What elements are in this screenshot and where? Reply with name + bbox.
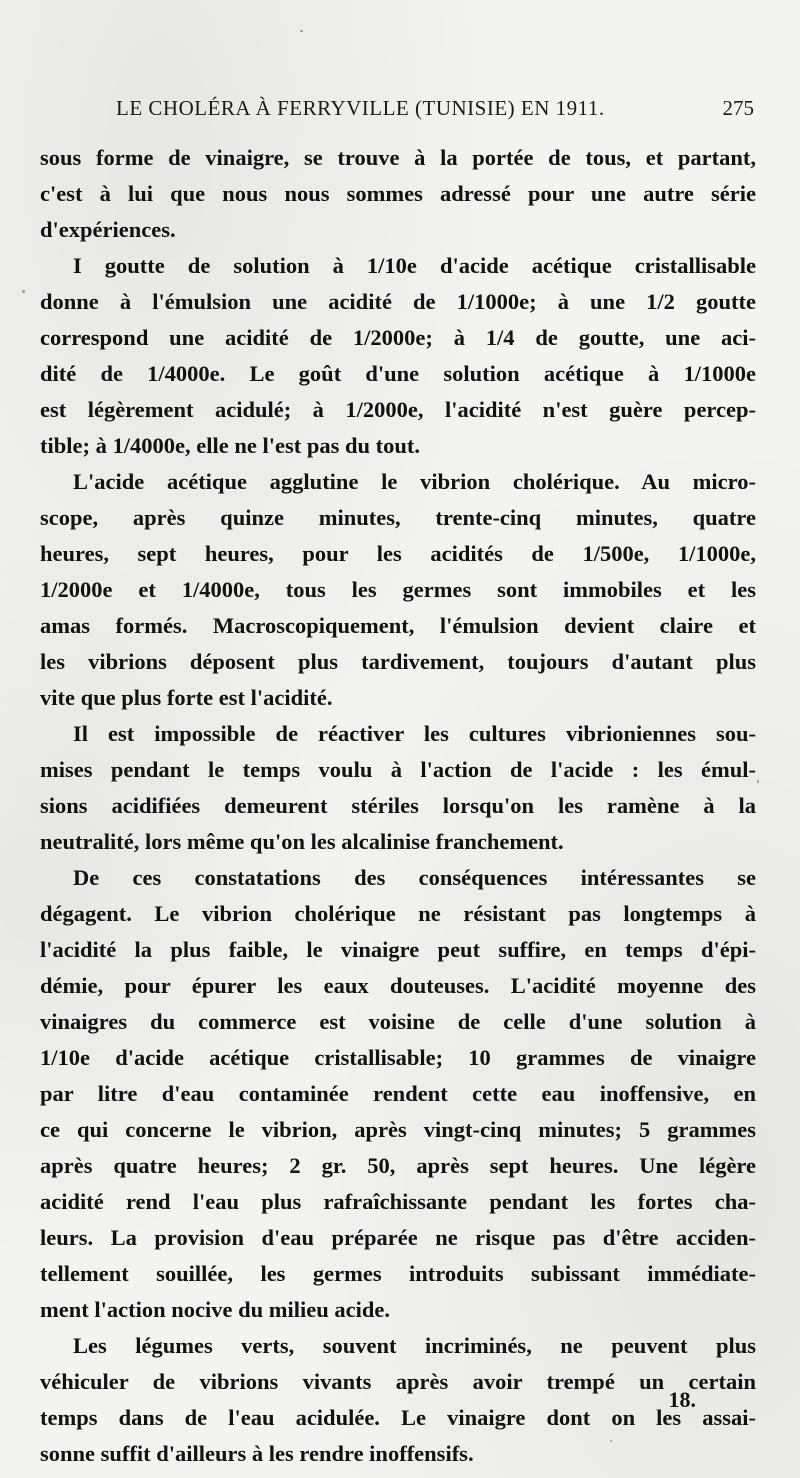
text-line: I goutte de solution à 1/10e d'acide acétique cristallisable <box>73 253 756 278</box>
text-line: vite que plus forte est l'acidité. <box>40 685 333 710</box>
text-line: ment l'action nocive du milieu acide. <box>40 1297 390 1322</box>
text-line: acidité rend l'eau plus rafraîchissante pendant les fortes cha- <box>40 1189 756 1214</box>
text-line: dégagent. Le vibrion cholérique ne résistant pas longtemps à <box>40 901 756 926</box>
scan-speck <box>757 780 759 783</box>
text-line: leurs. La provision d'eau préparée ne risque pas d'être acciden- <box>40 1225 756 1250</box>
running-head: LE CHOLÉRA À FERRYVILLE (TUNISIE) EN 1911. <box>116 96 605 120</box>
text-line: amas formés. Macroscopiquement, l'émulsion devient claire et <box>40 613 756 638</box>
text-line: neutralité, lors même qu'on les alcalinise franchement. <box>40 829 564 854</box>
text-line: 1/2000e et 1/4000e, tous les germes sont immobiles et les <box>40 577 756 602</box>
text-line: tible; à 1/4000e, elle ne l'est pas du tout. <box>40 433 420 458</box>
text-line: vinaigres du commerce est voisine de celle d'une solution à <box>40 1009 756 1034</box>
text-line: mises pendant le temps voulu à l'action de l'acide : les émul- <box>40 757 756 782</box>
text-line: sonne suffit d'ailleurs à les rendre inoffensifs. <box>40 1441 474 1466</box>
text-line: donne à l'émulsion une acidité de 1/1000e; à une 1/2 goutte <box>40 289 756 314</box>
text-line: sions acidifiées demeurent stériles lorsqu'on les ramène à la <box>40 793 756 818</box>
signature-mark: 18. <box>668 1387 696 1412</box>
text-line: scope, après quinze minutes, trente-cinq minutes, quatre <box>40 505 756 530</box>
text-line: après quatre heures; 2 gr. 50, après sept heures. Une légère <box>40 1153 756 1178</box>
text-line: Il est impossible de réactiver les cultures vibrioniennes sou- <box>73 721 756 746</box>
text-line: De ces constatations des conséquences intéressantes se <box>73 865 756 890</box>
text-line: véhiculer de vibrions vivants après avoir trempé un certain <box>40 1369 756 1394</box>
page-header <box>40 90 756 130</box>
text-line: d'expériences. <box>40 217 176 242</box>
text-line: heures, sept heures, pour les acidités de 1/500e, 1/1000e, <box>40 541 756 566</box>
text-line: par litre d'eau contaminée rendent cette eau inoffensive, en <box>40 1081 756 1106</box>
page-number: 275 <box>722 96 754 120</box>
text-line: Les légumes verts, souvent incriminés, ne peuvent plus <box>73 1333 756 1358</box>
text-line: temps dans de l'eau acidulée. Le vinaigre dont on les assai- <box>40 1405 756 1430</box>
text-line: sous forme de vinaigre, se trouve à la portée de tous, et partant, <box>40 145 756 170</box>
book-page <box>40 90 756 1470</box>
scan-speck <box>22 290 25 293</box>
body-text <box>40 140 756 1472</box>
text-line: ce qui concerne le vibrion, après vingt-cinq minutes; 5 grammes <box>40 1117 756 1142</box>
text-line: les vibrions déposent plus tardivement, toujours d'autant plus <box>40 649 756 674</box>
scan-speck <box>610 1440 612 1442</box>
text-line: est légèrement acidulé; à 1/2000e, l'acidité n'est guère percep- <box>40 397 756 422</box>
text-line: 1/10e d'acide acétique cristallisable; 10 grammes de vinaigre <box>40 1045 756 1070</box>
scan-speck <box>300 30 303 32</box>
text-line: dité de 1/4000e. Le goût d'une solution acétique à 1/1000e <box>40 361 756 386</box>
text-line: démie, pour épurer les eaux douteuses. L'acidité moyenne des <box>40 973 756 998</box>
text-line: l'acidité la plus faible, le vinaigre peut suffire, en temps d'épi- <box>40 937 756 962</box>
text-line: L'acide acétique agglutine le vibrion cholérique. Au micro- <box>73 469 756 494</box>
text-line: c'est à lui que nous nous sommes adressé pour une autre série <box>40 181 756 206</box>
text-line: tellement souillée, les germes introduits subissant immédiate- <box>40 1261 756 1286</box>
text-line: correspond une acidité de 1/2000e; à 1/4 de goutte, une aci- <box>40 325 756 350</box>
